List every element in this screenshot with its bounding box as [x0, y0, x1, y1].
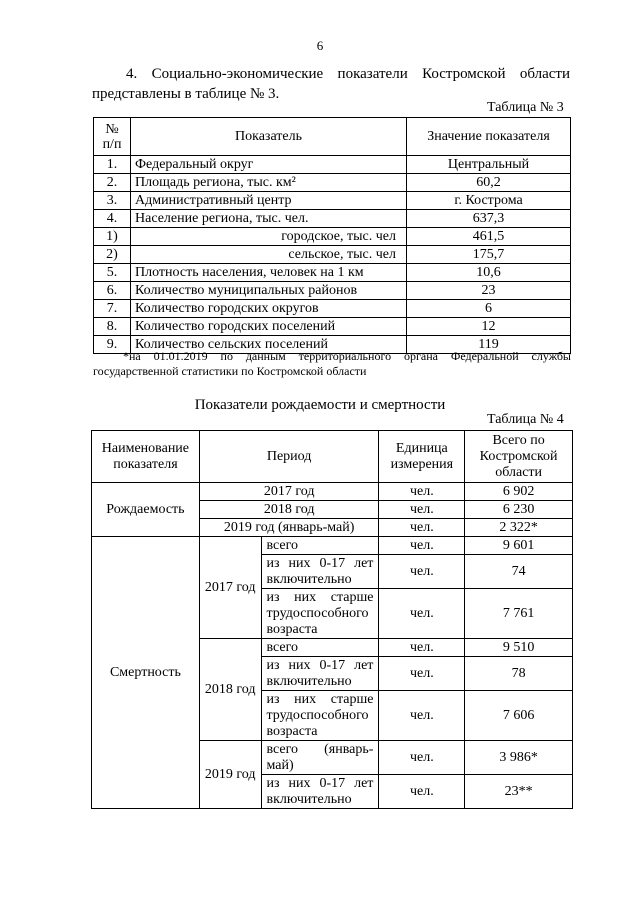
unit-cell: чел. [379, 775, 465, 809]
row-number: 5. [94, 264, 131, 282]
value-cell: 3 986* [465, 741, 573, 775]
value-cell: 74 [465, 555, 573, 589]
unit-cell: чел. [379, 519, 465, 537]
row-value: Центральный [407, 156, 571, 174]
row-value: 60,2 [407, 174, 571, 192]
row-number: 4. [94, 210, 131, 228]
unit-cell: чел. [379, 741, 465, 775]
row-number: 3. [94, 192, 131, 210]
column-header-total: Всего по Костромской области [465, 431, 573, 483]
unit-cell: чел. [379, 483, 465, 501]
row-value: 10,6 [407, 264, 571, 282]
year-cell: 2019 год [199, 741, 261, 809]
table-row [94, 246, 571, 264]
table-row [94, 192, 571, 210]
column-header-name: Наименование показателя [92, 431, 200, 483]
table3-footnote [93, 349, 571, 379]
table-3 [93, 117, 571, 354]
row-label: Население региона, тыс. чел. [131, 210, 407, 228]
table-row [94, 210, 571, 228]
row-value: г. Кострома [407, 192, 571, 210]
row-number: 2. [94, 174, 131, 192]
unit-cell: чел. [379, 639, 465, 657]
subcategory-cell: всего [261, 537, 379, 555]
row-number: 2) [94, 246, 131, 264]
row-number: 9. [94, 336, 131, 354]
unit-cell: чел. [379, 501, 465, 519]
value-cell: 7 606 [465, 691, 573, 741]
table-row [94, 300, 571, 318]
footnote-line-1: *на 01.01.2019 по данным территориального органа Федеральной службы [123, 349, 571, 363]
table-row [94, 156, 571, 174]
value-cell: 7 761 [465, 589, 573, 639]
column-header-unit: Единица измерения [379, 431, 465, 483]
row-number: 6. [94, 282, 131, 300]
value-cell: 78 [465, 657, 573, 691]
death-label: Смертность [92, 537, 200, 809]
birth-label: Рождаемость [92, 483, 200, 537]
value-cell: 9 510 [465, 639, 573, 657]
row-number: 7. [94, 300, 131, 318]
column-header-period: Период [199, 431, 379, 483]
unit-cell: чел. [379, 691, 465, 741]
unit-cell: чел. [379, 589, 465, 639]
row-label: Административный центр [131, 192, 407, 210]
subcategory-cell: из них 0-17 лет включительно [261, 555, 379, 589]
row-value: 119 [407, 336, 571, 354]
row-label: Федеральный округ [131, 156, 407, 174]
table-row [94, 282, 571, 300]
table-header-row [94, 118, 571, 156]
table-row [92, 537, 573, 555]
row-label: Количество муниципальных районов [131, 282, 407, 300]
subcategory-cell: из них 0-17 лет включительно [261, 657, 379, 691]
row-value: 23 [407, 282, 571, 300]
row-label: Количество городских округов [131, 300, 407, 318]
value-cell: 6 230 [465, 501, 573, 519]
row-number: 1) [94, 228, 131, 246]
subcategory-cell: всего (январь-май) [261, 741, 379, 775]
intro-line-1: 4. Социально-экономические показатели Костромской области [126, 66, 570, 82]
subcategory-cell: из них старше трудоспособного возраста [261, 691, 379, 741]
row-value: 6 [407, 300, 571, 318]
table-row [94, 264, 571, 282]
table-row [94, 174, 571, 192]
row-label: городское, тыс. чел [131, 228, 407, 246]
row-number: 1. [94, 156, 131, 174]
table4-caption: Таблица № 4 [487, 412, 564, 427]
column-header-indicator: Показатель [131, 118, 407, 156]
column-header-number: № п/п [94, 118, 131, 156]
row-label: сельское, тыс. чел [131, 246, 407, 264]
row-number: 8. [94, 318, 131, 336]
unit-cell: чел. [379, 657, 465, 691]
table-header-row [92, 431, 573, 483]
row-value: 12 [407, 318, 571, 336]
period-cell: 2017 год [199, 483, 379, 501]
unit-cell: чел. [379, 537, 465, 555]
value-cell: 6 902 [465, 483, 573, 501]
table-4 [91, 430, 573, 809]
intro-line-2: представлены в таблице № 3. [92, 86, 280, 102]
footnote-line-2: государственной статистики по Костромской области [93, 364, 367, 378]
table4-title: Показатели рождаемости и смертности [194, 397, 446, 413]
row-label: Количество городских поселений [131, 318, 407, 336]
row-value: 175,7 [407, 246, 571, 264]
unit-cell: чел. [379, 555, 465, 589]
row-value: 461,5 [407, 228, 571, 246]
table-row [94, 228, 571, 246]
subcategory-cell: из них 0-17 лет включительно [261, 775, 379, 809]
row-label: Площадь региона, тыс. км² [131, 174, 407, 192]
subcategory-cell: из них старше трудоспособного возраста [261, 589, 379, 639]
table3-caption: Таблица № 3 [487, 100, 564, 115]
row-value: 637,3 [407, 210, 571, 228]
table-row [94, 318, 571, 336]
value-cell: 9 601 [465, 537, 573, 555]
page-number: 6 [316, 38, 324, 53]
period-cell: 2019 год (январь-май) [199, 519, 379, 537]
value-cell: 2 322* [465, 519, 573, 537]
subcategory-cell: всего [261, 639, 379, 657]
row-label: Плотность населения, человек на 1 км [131, 264, 407, 282]
table-row [92, 483, 573, 501]
column-header-value: Значение показателя [407, 118, 571, 156]
value-cell: 23** [465, 775, 573, 809]
period-cell: 2018 год [199, 501, 379, 519]
row-label: Количество сельских поселений [131, 336, 407, 354]
year-cell: 2017 год [199, 537, 261, 639]
year-cell: 2018 год [199, 639, 261, 741]
